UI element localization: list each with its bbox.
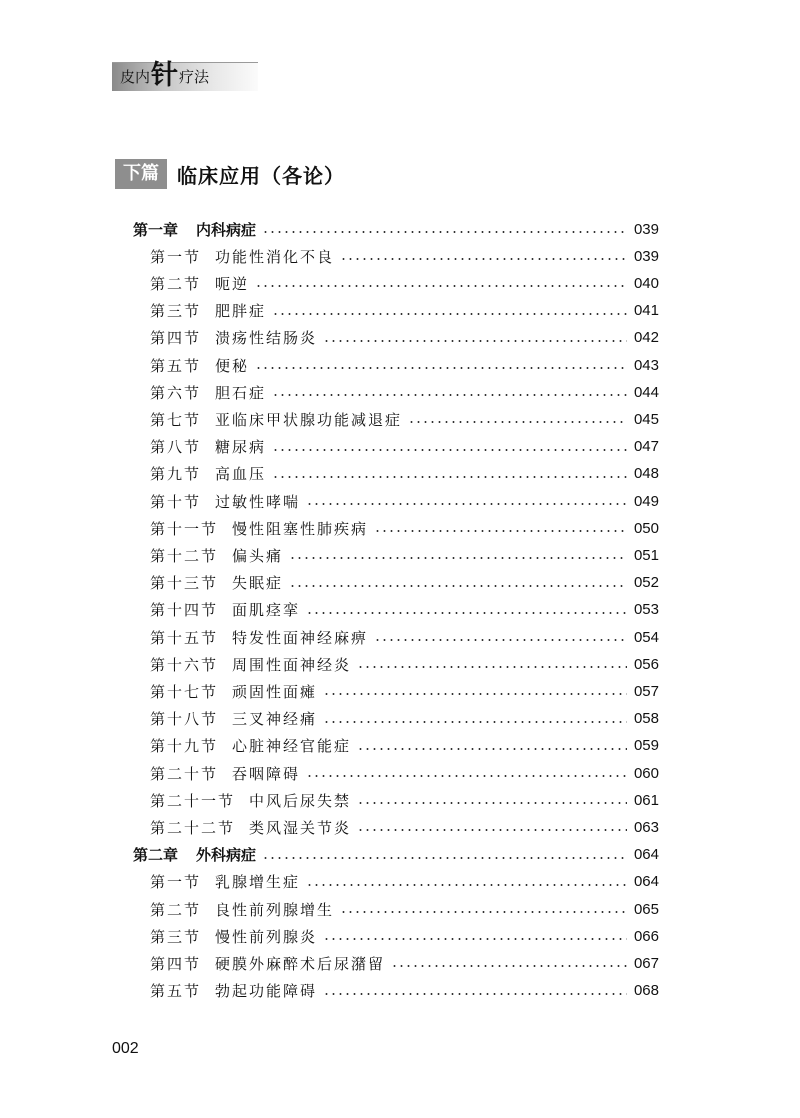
toc-section-entry [150,762,659,784]
dot-leader [255,285,627,287]
toc-entry-page: 049 [633,492,659,510]
toc-entry-label: 第六节 [150,383,202,402]
toc-section-entry [150,517,659,539]
toc-chapter-entry [133,218,659,240]
toc-section-entry [150,789,659,811]
toc-entry-page: 053 [633,601,659,619]
dot-leader [323,721,627,723]
toc-entry-title: 顽固性面瘫 [232,682,318,701]
toc-entry-label: 第二十一节 [150,791,236,810]
toc-entry-title: 硬膜外麻醉术后尿潴留 [215,954,386,973]
dot-leader [357,748,627,750]
toc-entry-page: 061 [633,791,659,809]
dot-leader [306,775,627,777]
toc-entry-label: 第十二节 [150,546,219,565]
dot-leader [374,639,627,641]
toc-entry-label: 第一节 [150,873,202,892]
toc-section-entry [150,735,659,757]
toc-entry-label: 第八节 [150,438,202,457]
toc-section-entry [150,408,659,430]
toc-section-entry [150,708,659,730]
toc-section-entry [150,952,659,974]
toc-entry-title: 慢性前列腺炎 [215,927,318,946]
header-needle-char: 针 [151,60,179,91]
toc-entry-page: 054 [633,628,659,646]
toc-entry-label: 第十一节 [150,519,219,538]
dot-leader [262,231,627,233]
toc-section-entry [150,327,659,349]
toc-entry-page: 067 [633,954,659,972]
toc-entry-label: 第五节 [150,982,202,1001]
toc-entry-title: 便秘 [215,356,250,375]
toc-entry-title: 乳腺增生症 [215,873,301,892]
toc-section-entry [150,272,659,294]
dot-leader [323,340,627,342]
toc-entry-title: 勃起功能障碍 [215,982,318,1001]
toc-section-entry [150,653,659,675]
toc-entry-page: 063 [633,818,659,836]
toc-section-entry [150,816,659,838]
toc-section-entry [150,626,659,648]
toc-entry-page: 048 [633,465,659,483]
toc-entry-label: 第十七节 [150,682,219,701]
part-heading [115,158,345,190]
toc-chapter-entry [133,844,659,866]
toc-section-entry [150,354,659,376]
toc-entry-label: 第十六节 [150,655,219,674]
toc-entry-page: 045 [633,410,659,428]
dot-leader [374,530,627,532]
toc-section-entry [150,544,659,566]
toc-section-entry [150,463,659,485]
toc-entry-page: 041 [633,302,659,320]
toc-section-entry [150,871,659,893]
toc-entry-page: 042 [633,329,659,347]
toc-entry-page: 044 [633,383,659,401]
page-number: 002 [112,1040,139,1057]
toc-entry-page: 066 [633,927,659,945]
dot-leader [357,802,627,804]
header-suffix: 疗法 [179,67,210,86]
toc-entry-page: 043 [633,356,659,374]
toc-entry-label: 第一节 [150,247,202,266]
toc-entry-page: 051 [633,546,659,564]
toc-entry-page: 065 [633,900,659,918]
dot-leader [357,666,627,668]
toc-entry-label: 第一章 [133,220,179,239]
toc-entry-label: 第十节 [150,492,202,511]
toc-entry-title: 高血压 [215,465,267,484]
toc-section-entry [150,490,659,512]
toc-entry-label: 第十五节 [150,628,219,647]
toc-entry-title: 呃逆 [215,274,250,293]
toc-entry-label: 第二十二节 [150,818,236,837]
toc-entry-title: 慢性阻塞性肺疾病 [232,519,369,538]
toc-entry-title: 心脏神经官能症 [232,737,352,756]
toc-entry-label: 第七节 [150,410,202,429]
toc-entry-page: 039 [633,247,659,265]
running-header [120,60,210,91]
toc-entry-label: 第二节 [150,274,202,293]
toc-entry-page: 052 [633,574,659,592]
toc-entry-label: 第十八节 [150,710,219,729]
toc-section-entry [150,572,659,594]
toc-section-entry [150,599,659,621]
toc-entry-title: 三叉神经痛 [232,710,318,729]
toc-entry-title: 吞咽障碍 [232,764,301,783]
toc-entry-title: 过敏性哮喘 [215,492,301,511]
toc-entry-title: 良性前列腺增生 [215,900,335,919]
toc-entry-page: 040 [633,274,659,292]
toc-entry-title: 溃疡性结肠炎 [215,329,318,348]
toc-entry-page: 059 [633,737,659,755]
toc-entry-title: 特发性面神经麻痹 [232,628,369,647]
toc-entry-page: 064 [633,846,659,864]
toc-entry-label: 第三节 [150,927,202,946]
toc-entry-title: 内科病症 [196,220,257,239]
toc-entry-title: 类风湿关节炎 [249,818,352,837]
toc-entry-page: 057 [633,682,659,700]
toc-section-entry [150,898,659,920]
toc-section-entry [150,300,659,322]
toc-entry-label: 第四节 [150,954,202,973]
toc-section-entry [150,436,659,458]
toc-entry-title: 偏头痛 [232,546,284,565]
toc-entry-title: 失眠症 [232,574,284,593]
dot-leader [272,476,627,478]
dot-leader [357,829,627,831]
toc-entry-label: 第十三节 [150,574,219,593]
toc-entry-label: 第四节 [150,329,202,348]
toc-section-entry [150,980,659,1002]
toc-entry-label: 第十四节 [150,601,219,620]
dot-leader [272,394,627,396]
part-title: 临床应用（各论） [177,163,345,188]
toc-entry-page: 068 [633,982,659,1000]
dot-leader [323,993,627,995]
dot-leader [262,857,627,859]
toc-section-entry [150,381,659,403]
toc-entry-label: 第五节 [150,356,202,375]
toc-section-entry [150,245,659,267]
toc-section-entry [150,925,659,947]
toc-entry-page: 039 [633,220,659,238]
toc-entry-label: 第三节 [150,302,202,321]
dot-leader [306,612,627,614]
dot-leader [408,421,627,423]
dot-leader [306,503,627,505]
toc-entry-page: 060 [633,764,659,782]
dot-leader [391,965,627,967]
toc-entry-title: 功能性消化不良 [215,247,335,266]
toc-entry-page: 058 [633,710,659,728]
toc-entry-title: 胆石症 [215,383,267,402]
toc-entry-label: 第二节 [150,900,202,919]
toc-entry-page: 056 [633,655,659,673]
dot-leader [323,693,627,695]
dot-leader [289,557,627,559]
toc-entry-label: 第十九节 [150,737,219,756]
dot-leader [255,367,627,369]
toc-entry-page: 047 [633,438,659,456]
dot-leader [289,585,627,587]
toc-entry-title: 面肌痉挛 [232,601,301,620]
toc-section-entry [150,680,659,702]
header-prefix: 皮内 [120,67,151,86]
toc-entry-label: 第九节 [150,465,202,484]
toc-entry-label: 第二章 [133,846,179,865]
dot-leader [323,938,627,940]
toc-entry-title: 外科病症 [196,846,257,865]
part-label: 下篇 [115,159,167,189]
toc-entry-page: 050 [633,519,659,537]
toc-entry-page: 064 [633,873,659,891]
toc-entry-title: 肥胖症 [215,302,267,321]
dot-leader [306,884,627,886]
dot-leader [272,313,627,315]
toc-entry-title: 中风后尿失禁 [249,791,352,810]
dot-leader [340,258,627,260]
toc-entry-label: 第二十节 [150,764,219,783]
dot-leader [272,449,627,451]
toc-entry-title: 亚临床甲状腺功能减退症 [215,410,403,429]
toc-entry-title: 周围性面神经炎 [232,655,352,674]
dot-leader [340,911,627,913]
toc-entry-title: 糖尿病 [215,438,267,457]
